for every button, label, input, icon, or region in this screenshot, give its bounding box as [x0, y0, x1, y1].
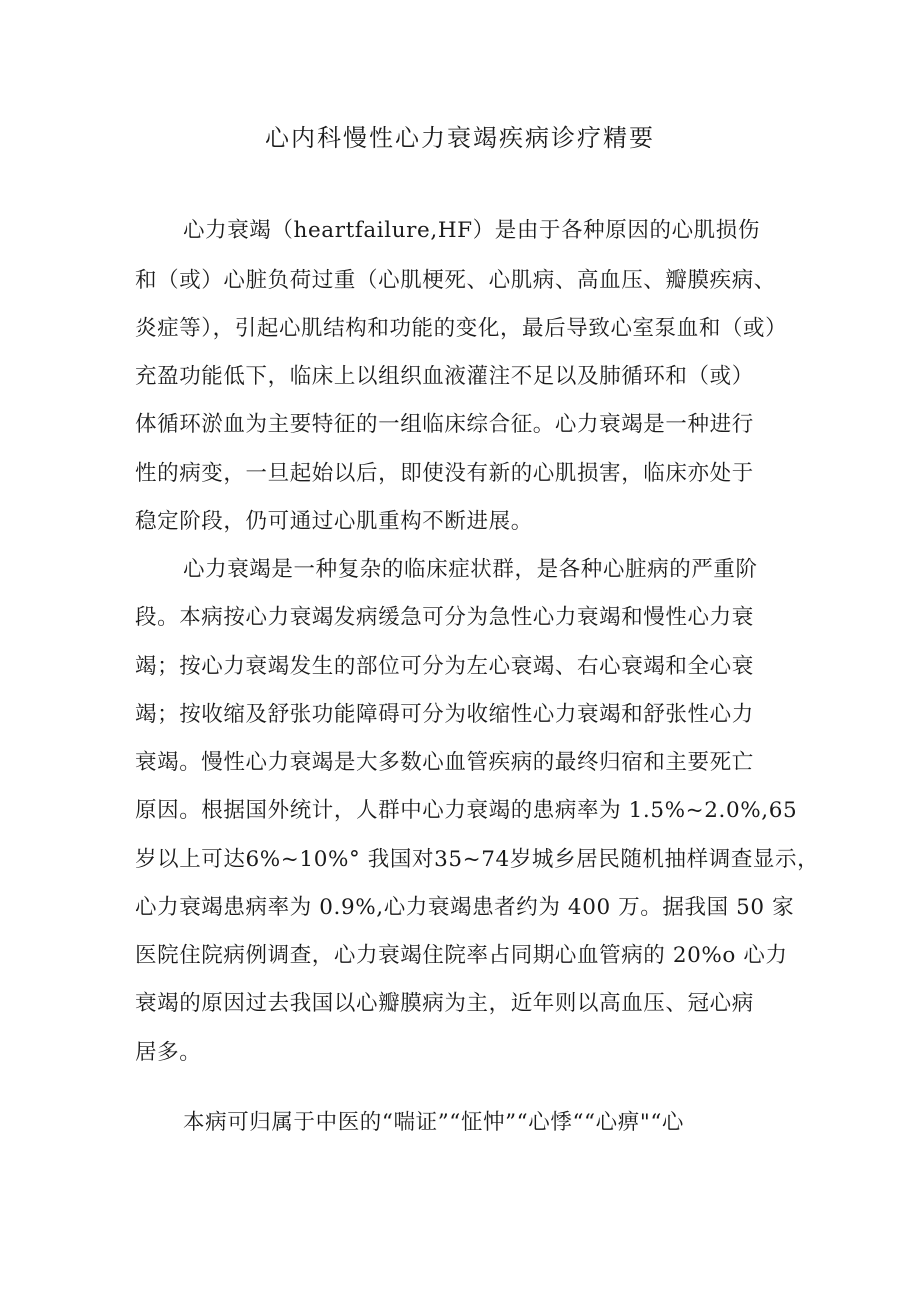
paragraph-3-line: 本病可归属于中医的“喘证”“怔忡”“心悸““心痹"“心 — [183, 1110, 685, 1135]
paragraph-1-line: 充盈功能低下，临床上以组织血液灌注不足以及肺循环和（或） — [135, 364, 754, 389]
paragraph-2-line: 医院住院病例调查，心力衰竭住院率占同期心血管病的 20%o 心力 — [135, 943, 788, 968]
document-title: 心内科慢性心力衰竭疾病诊疗精要 — [265, 124, 655, 152]
paragraph-2-line: 居多。 — [135, 1040, 202, 1065]
paragraph-2-line: 衰竭。慢性心力衰竭是大多数心血管疾病的最终归宿和主要死亡 — [135, 750, 754, 775]
paragraph-2-line: 竭；按收缩及舒张功能障碍可分为收缩性心力衰竭和舒张性心力 — [135, 702, 754, 727]
paragraph-1-line: 体循环淤血为主要特征的一组临床综合征。心力衰竭是一种进行 — [135, 412, 754, 437]
paragraph-2-line: 心力衰竭是一种复杂的临床症状群，是各种心脏病的严重阶 — [183, 557, 758, 582]
paragraph-2-line: 衰竭的原因过去我国以心瓣膜病为主，近年则以高血压、冠心病 — [135, 991, 754, 1016]
paragraph-2-line: 心力衰竭患病率为 0.9%,心力衰竭患者约为 400 万。据我国 50 家 — [135, 895, 795, 920]
paragraph-1-line: 心力衰竭（heartfailure,HF）是由于各种原因的心肌损伤 — [183, 218, 760, 243]
paragraph-1-line: 稳定阶段，仍可通过心肌重构不断进展。 — [135, 509, 533, 534]
paragraph-1-line: 炎症等），引起心肌结构和功能的变化，最后导致心室泵血和（或） — [135, 316, 788, 341]
paragraph-1-line: 和（或）心脏负荷过重（心肌梗死、心肌病、高血压、瓣膜疾病、 — [135, 268, 776, 293]
paragraph-2-line: 竭；按心力衰竭发生的部位可分为左心衰竭、右心衰竭和全心衰 — [135, 654, 754, 679]
paragraph-2-line: 原因。根据国外统计，人群中心力衰竭的患病率为 1.5%~2.0%,65 — [135, 798, 798, 823]
paragraph-2-line: 段。本病按心力衰竭发病缓急可分为急性心力衰竭和慢性心力衰 — [135, 605, 754, 630]
paragraph-1-line: 性的病变，一旦起始以后，即使没有新的心肌损害，临床亦处于 — [135, 461, 754, 486]
paragraph-2-line: 岁以上可达6%~10%° 我国对35~74岁城乡居民随机抽样调查显示， — [135, 847, 820, 872]
